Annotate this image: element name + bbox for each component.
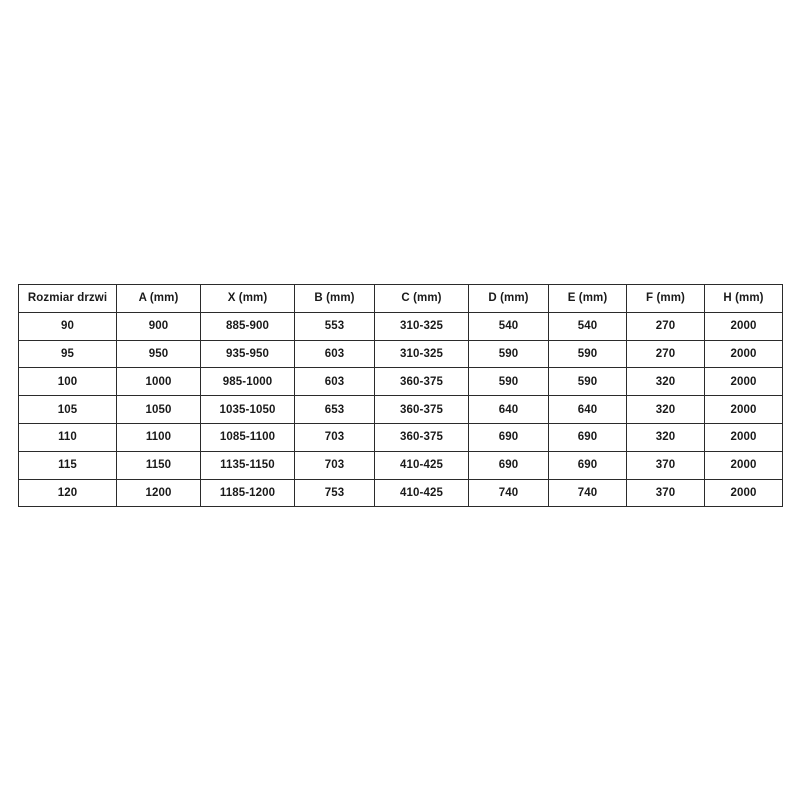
cell-c: 360-375	[375, 396, 469, 424]
cell-x: 935-950	[201, 340, 295, 368]
cell-d: 740	[469, 479, 549, 507]
cell-h: 2000	[705, 423, 783, 451]
cell-d: 690	[469, 451, 549, 479]
cell-e: 540	[549, 312, 627, 340]
cell-c: 310-325	[375, 340, 469, 368]
column-header-d: D (mm)	[469, 285, 549, 313]
table-header-row	[19, 285, 783, 313]
cell-a: 1200	[117, 479, 201, 507]
table-body	[19, 312, 783, 507]
cell-e: 640	[549, 396, 627, 424]
cell-b: 603	[295, 368, 375, 396]
cell-x: 1085-1100	[201, 423, 295, 451]
cell-e: 690	[549, 451, 627, 479]
cell-e: 690	[549, 423, 627, 451]
cell-f: 370	[627, 479, 705, 507]
table-row	[19, 479, 783, 507]
table-row	[19, 423, 783, 451]
column-header-e: E (mm)	[549, 285, 627, 313]
door-size-table	[18, 284, 783, 507]
cell-d: 690	[469, 423, 549, 451]
cell-a: 1050	[117, 396, 201, 424]
column-header-door-size: Rozmiar drzwi	[19, 285, 117, 313]
cell-f: 270	[627, 340, 705, 368]
cell-a: 1100	[117, 423, 201, 451]
cell-door-size: 100	[19, 368, 117, 396]
door-size-table-container	[18, 284, 782, 507]
cell-b: 653	[295, 396, 375, 424]
cell-h: 2000	[705, 312, 783, 340]
cell-door-size: 110	[19, 423, 117, 451]
table-row	[19, 451, 783, 479]
table-row	[19, 340, 783, 368]
cell-b: 603	[295, 340, 375, 368]
cell-f: 320	[627, 423, 705, 451]
cell-door-size: 115	[19, 451, 117, 479]
cell-h: 2000	[705, 340, 783, 368]
cell-c: 360-375	[375, 368, 469, 396]
cell-c: 410-425	[375, 479, 469, 507]
cell-e: 590	[549, 340, 627, 368]
cell-h: 2000	[705, 479, 783, 507]
cell-f: 320	[627, 368, 705, 396]
cell-d: 590	[469, 368, 549, 396]
table-row	[19, 312, 783, 340]
cell-d: 590	[469, 340, 549, 368]
cell-door-size: 105	[19, 396, 117, 424]
cell-a: 950	[117, 340, 201, 368]
cell-b: 703	[295, 423, 375, 451]
column-header-b: B (mm)	[295, 285, 375, 313]
table-header	[19, 285, 783, 313]
cell-f: 270	[627, 312, 705, 340]
cell-a: 1150	[117, 451, 201, 479]
column-header-a: A (mm)	[117, 285, 201, 313]
cell-door-size: 120	[19, 479, 117, 507]
cell-h: 2000	[705, 451, 783, 479]
cell-x: 985-1000	[201, 368, 295, 396]
cell-c: 410-425	[375, 451, 469, 479]
cell-a: 1000	[117, 368, 201, 396]
cell-b: 703	[295, 451, 375, 479]
cell-x: 1135-1150	[201, 451, 295, 479]
cell-d: 640	[469, 396, 549, 424]
cell-b: 753	[295, 479, 375, 507]
cell-f: 370	[627, 451, 705, 479]
cell-h: 2000	[705, 368, 783, 396]
cell-f: 320	[627, 396, 705, 424]
cell-e: 590	[549, 368, 627, 396]
cell-h: 2000	[705, 396, 783, 424]
table-row	[19, 396, 783, 424]
cell-door-size: 95	[19, 340, 117, 368]
cell-e: 740	[549, 479, 627, 507]
cell-c: 360-375	[375, 423, 469, 451]
cell-d: 540	[469, 312, 549, 340]
cell-a: 900	[117, 312, 201, 340]
cell-x: 885-900	[201, 312, 295, 340]
cell-door-size: 90	[19, 312, 117, 340]
cell-b: 553	[295, 312, 375, 340]
column-header-c: C (mm)	[375, 285, 469, 313]
column-header-h: H (mm)	[705, 285, 783, 313]
cell-x: 1185-1200	[201, 479, 295, 507]
table-row	[19, 368, 783, 396]
cell-c: 310-325	[375, 312, 469, 340]
column-header-f: F (mm)	[627, 285, 705, 313]
cell-x: 1035-1050	[201, 396, 295, 424]
column-header-x: X (mm)	[201, 285, 295, 313]
